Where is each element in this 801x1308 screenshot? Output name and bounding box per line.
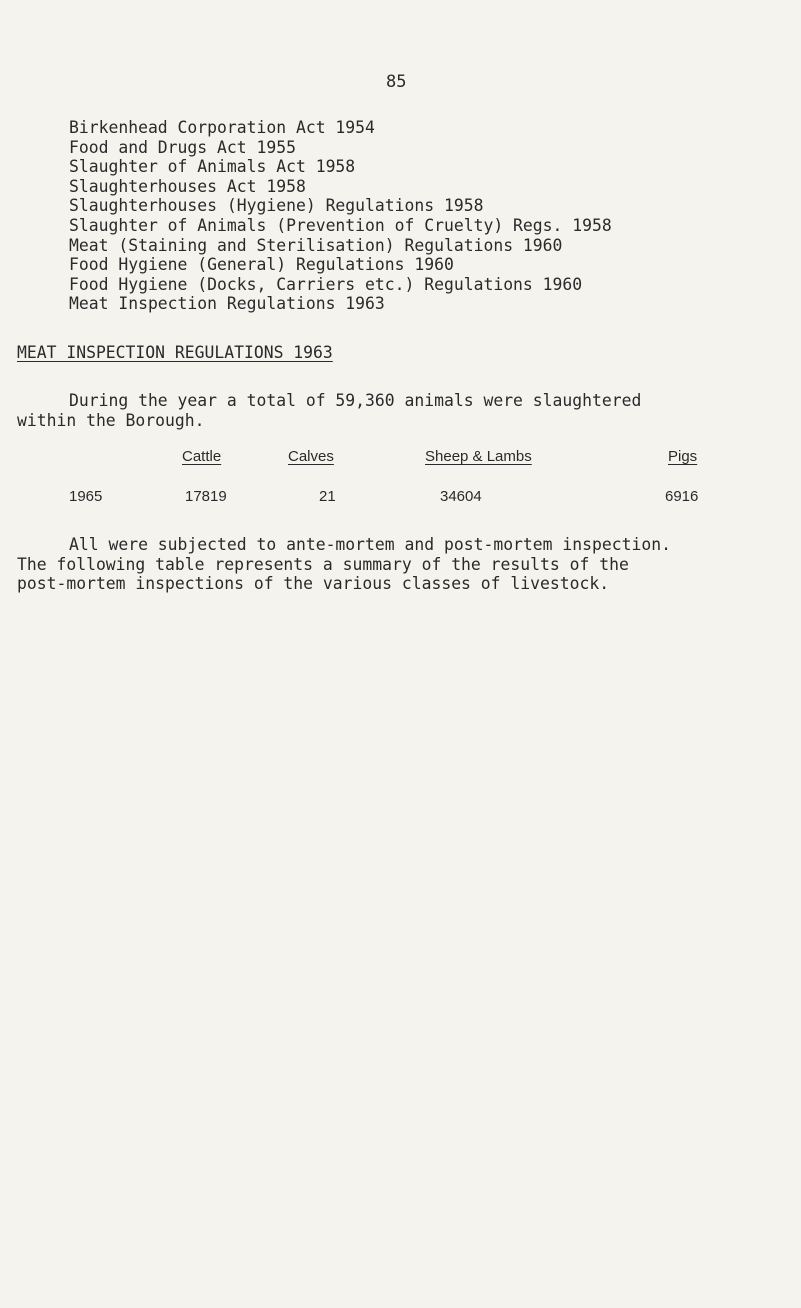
legislation-item: Birkenhead Corporation Act 1954 <box>69 118 375 137</box>
legislation-item: Meat Inspection Regulations 1963 <box>69 294 385 314</box>
paragraph-line: The following table represents a summary of the results of the <box>17 554 629 574</box>
legislation-list <box>69 118 612 314</box>
paragraph-line: All were subjected to ante-mortem and post-mortem inspection. <box>69 535 671 554</box>
legislation-item: Food and Drugs Act 1955 <box>69 137 296 157</box>
row-year: 1965 <box>69 488 103 505</box>
legislation-item: Slaughterhouses (Hygiene) Regulations 1958 <box>69 196 484 216</box>
legislation-item: Meat (Staining and Sterilisation) Regulations 1960 <box>69 235 563 255</box>
column-header-calves: Calves <box>288 448 334 465</box>
section-heading: MEAT INSPECTION REGULATIONS 1963 <box>17 343 333 362</box>
paragraph-line: During the year a total of 59,360 animals were slaughtered <box>69 391 642 410</box>
legislation-item: Slaughterhouses Act 1958 <box>69 176 306 196</box>
column-header-pigs: Pigs <box>668 448 698 465</box>
legislation-item: Slaughter of Animals (Prevention of Cruelty) Regs. 1958 <box>69 215 612 235</box>
legislation-item: Food Hygiene (Docks, Carriers etc.) Regulations 1960 <box>69 274 583 294</box>
slaughter-total-paragraph <box>17 391 797 430</box>
inspection-summary-paragraph <box>17 535 797 594</box>
cell-sheep-lambs: 34604 <box>440 488 482 505</box>
paragraph-line: within the Borough. <box>17 410 205 430</box>
cell-cattle: 17819 <box>185 488 227 505</box>
legislation-item: Food Hygiene (General) Regulations 1960 <box>69 255 454 275</box>
cell-calves: 21 <box>319 488 336 505</box>
legislation-item: Slaughter of Animals Act 1958 <box>69 157 356 177</box>
paragraph-line: post-mortem inspections of the various classes of livestock. <box>17 574 610 594</box>
cell-pigs: 6916 <box>665 488 699 505</box>
page-number: 85 <box>386 72 407 92</box>
column-header-cattle: Cattle <box>182 448 222 465</box>
column-header-sheep-lambs: Sheep & Lambs <box>425 448 532 465</box>
